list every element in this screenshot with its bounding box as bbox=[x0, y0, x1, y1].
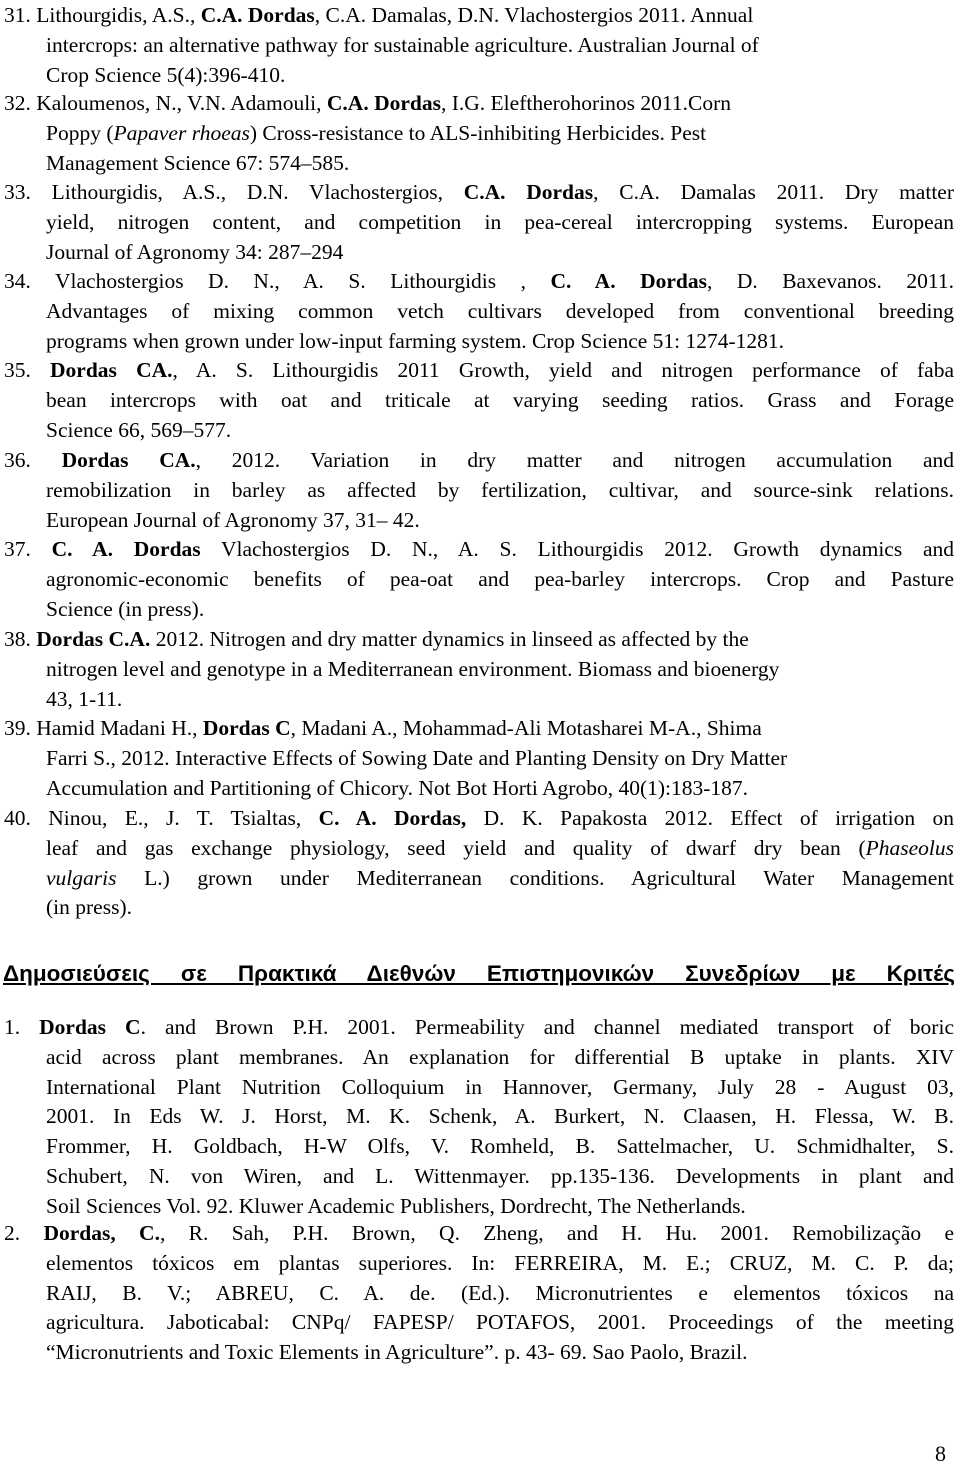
reference-line bbox=[4, 1162, 954, 1192]
reference-line bbox=[4, 89, 954, 119]
reference-line bbox=[4, 1308, 954, 1338]
reference-item bbox=[4, 535, 954, 624]
reference-text: RAIJ, B. V.; ABREU, C. A. de. (Ed.). Micronutrientes e elementos tóxicos na bbox=[46, 1280, 954, 1305]
reference-number: 38. bbox=[4, 627, 31, 651]
reference-text: C. A. Dordas bbox=[51, 537, 201, 561]
reference-text: D. K. Papakosta 2012. Effect of irrigation on bbox=[466, 806, 955, 830]
reference-text: C.A. Dordas bbox=[200, 3, 315, 27]
reference-line bbox=[4, 1043, 954, 1073]
reference-text: 2001. In Eds W. J. Horst, M. K. Schenk, A. Burkert, N. Claasen, H. Flessa, W. B. bbox=[46, 1104, 954, 1129]
reference-text: Papaver rhoeas bbox=[113, 120, 250, 145]
reference-text: , R. Sah, P.H. Brown, Q. Zheng, and H. Hu. 2001. Remobilização e bbox=[159, 1221, 954, 1245]
reference-line bbox=[4, 1338, 954, 1368]
reference-text: Science (in press). bbox=[46, 596, 205, 621]
reference-text: Schubert, N. von Wiren, and L. Wittenmayer. pp.135-136. Developments in plant and bbox=[46, 1163, 954, 1188]
reference-text: Dordas CA. bbox=[61, 448, 196, 472]
reference-item bbox=[4, 89, 954, 178]
reference-number: 1. bbox=[4, 1015, 21, 1039]
reference-line bbox=[4, 1102, 954, 1132]
reference-item bbox=[4, 1219, 954, 1368]
reference-text: programs when grown under low-input farming system. Crop Science 51: 1274-1281. bbox=[46, 328, 785, 353]
reference-text: Vlachostergios D. N., A. S. Lithourgidis 2012. Growth dynamics and bbox=[200, 537, 955, 561]
reference-text: Dordas CA. bbox=[50, 358, 173, 382]
reference-number: 31. bbox=[4, 3, 31, 27]
reference-text: bean intercrops with oat and triticale at varying seeding ratios. Grass and Forage bbox=[46, 387, 954, 412]
reference-text: International Plant Nutrition Colloquium in Hannover, Germany, July 28 - August 03, bbox=[46, 1074, 954, 1099]
reference-line bbox=[4, 565, 954, 595]
reference-text: C.A. Dordas bbox=[463, 180, 594, 204]
reference-line bbox=[4, 744, 954, 774]
reference-number: 33. bbox=[4, 180, 31, 204]
reference-text: acid across plant membranes. An explanation for differential B uptake in plants. XIV bbox=[46, 1044, 954, 1069]
reference-text: Crop Science 5(4):396-410. bbox=[46, 62, 286, 87]
reference-item bbox=[4, 356, 954, 445]
reference-line bbox=[4, 1192, 954, 1222]
reference-line bbox=[4, 31, 954, 61]
reference-line bbox=[4, 149, 954, 179]
reference-text: Poppy ( bbox=[46, 120, 114, 145]
reference-text: Lithourgidis, A.S., bbox=[36, 3, 201, 27]
reference-text: Lithourgidis, A.S., D.N. Vlachostergios, bbox=[51, 180, 464, 204]
reference-text: Hamid Madani H., bbox=[36, 716, 203, 740]
reference-line bbox=[4, 476, 954, 506]
reference-text: vulgaris bbox=[46, 865, 117, 890]
reference-line bbox=[4, 267, 954, 297]
reference-text: nitrogen level and genotype in a Mediterranean environment. Biomass and bioenergy bbox=[46, 656, 780, 681]
reference-item bbox=[4, 804, 954, 923]
reference-item bbox=[4, 1013, 954, 1222]
reference-item bbox=[4, 625, 954, 714]
reference-line bbox=[4, 356, 954, 386]
reference-line bbox=[4, 804, 954, 834]
reference-text: intercrops: an alternative pathway for sustainable agriculture. Australian Journal of bbox=[46, 32, 759, 57]
reference-line bbox=[4, 893, 954, 923]
reference-text: Dordas C bbox=[202, 716, 291, 740]
reference-text: Frommer, H. Goldbach, H-W Olfs, V. Romheld, B. Sattelmacher, U. Schmidhalter, S. bbox=[46, 1134, 954, 1159]
reference-text: , 2012. Variation in dry matter and nitrogen accumulation and bbox=[195, 448, 954, 472]
reference-text: Farri S., 2012. Interactive Effects of Sowing Date and Planting Density on Dry Matter bbox=[46, 745, 788, 770]
reference-number: 37. bbox=[4, 537, 31, 561]
reference-text: leaf and gas exchange physiology, seed yield and quality of dwarf dry bean ( bbox=[46, 835, 866, 860]
reference-line bbox=[4, 625, 954, 655]
reference-number: 35. bbox=[4, 358, 31, 382]
reference-text: 2012. Nitrogen and dry matter dynamics in linseed as affected by the bbox=[150, 627, 749, 651]
reference-text: C. A. Dordas bbox=[550, 269, 707, 293]
reference-line bbox=[4, 327, 954, 357]
reference-line bbox=[4, 416, 954, 446]
reference-line bbox=[4, 595, 954, 625]
reference-line bbox=[4, 1, 954, 31]
reference-text: Phaseolus bbox=[865, 835, 954, 860]
reference-item bbox=[4, 1, 954, 90]
reference-text: Management Science 67: 574–585. bbox=[46, 150, 350, 175]
reference-number: 34. bbox=[4, 269, 31, 293]
reference-line bbox=[4, 61, 954, 91]
reference-text: Kaloumenos, N., V.N. Adamouli, bbox=[36, 91, 327, 115]
reference-text: Advantages of mixing common vetch cultivars developed from conventional breeding bbox=[46, 298, 954, 323]
page-number: 8 bbox=[935, 1441, 946, 1466]
reference-line bbox=[4, 774, 954, 804]
reference-text: C. A. Dordas, bbox=[318, 806, 467, 830]
reference-text: Vlachostergios D. N., A. S. Lithourgidis , bbox=[54, 269, 551, 293]
reference-text: Science 66, 569–577. bbox=[46, 417, 232, 442]
reference-text: Ninou, E., J. T. Tsialtas, bbox=[48, 806, 319, 830]
reference-number: 2. bbox=[4, 1221, 21, 1245]
reference-number: 36. bbox=[4, 448, 31, 472]
reference-text: , I.G. Eleftherohorinos 2011.Corn bbox=[440, 91, 731, 115]
reference-text: Journal of Agronomy 34: 287–294 bbox=[46, 239, 344, 264]
reference-item bbox=[4, 446, 954, 535]
reference-number: 39. bbox=[4, 716, 31, 740]
reference-text: yield, nitrogen content, and competition in pea-cereal intercropping systems. European bbox=[46, 209, 954, 234]
section-heading: Δημοσιεύσεις σε Πρακτικά Διεθνών Επιστημονικών Συνεδρίων με Κριτές bbox=[3, 961, 955, 986]
reference-text: remobilization in barley as affected by fertilization, cultivar, and source-sink relations. bbox=[46, 477, 954, 502]
reference-text: elementos tóxicos em plantas superiores. In: FERREIRA, M. E.; CRUZ, M. C. P. da; bbox=[46, 1250, 954, 1275]
reference-number: 40. bbox=[4, 806, 31, 830]
reference-text: L.) grown under Mediterranean conditions. Agricultural Water Management bbox=[116, 865, 954, 890]
reference-text: ) Cross-resistance to ALS-inhibiting Herbicides. Pest bbox=[249, 120, 707, 145]
reference-text: “Micronutrients and Toxic Elements in Agriculture”. p. 43- 69. Sao Paolo, Brazil. bbox=[46, 1340, 748, 1365]
reference-line bbox=[4, 1219, 954, 1249]
reference-line bbox=[4, 685, 954, 715]
reference-line bbox=[4, 655, 954, 685]
reference-text: Soil Sciences Vol. 92. Kluwer Academic Publishers, Dordrecht, The Netherlands. bbox=[46, 1193, 746, 1218]
reference-text: , D. Baxevanos. 2011. bbox=[706, 269, 954, 293]
reference-text: , C.A. Damalas 2011. Dry matter bbox=[593, 180, 955, 204]
reference-text: agronomic-economic benefits of pea-oat and pea-barley intercrops. Crop and Pasture bbox=[46, 566, 954, 591]
reference-text: , Madani A., Mohammad-Ali Motasharei M-A., Shima bbox=[290, 716, 762, 740]
reference-line bbox=[4, 297, 954, 327]
reference-item bbox=[4, 178, 954, 267]
reference-text: Dordas C bbox=[39, 1015, 141, 1039]
reference-text: . and Brown P.H. 2001. Permeability and channel mediated transport of boric bbox=[140, 1015, 954, 1039]
reference-line bbox=[4, 238, 954, 268]
reference-line bbox=[4, 1279, 954, 1309]
reference-text: (in press). bbox=[46, 895, 132, 920]
reference-text: Dordas C.A. bbox=[36, 627, 151, 651]
reference-text: C.A. Dordas bbox=[326, 91, 441, 115]
reference-line bbox=[4, 535, 954, 565]
reference-line bbox=[4, 506, 954, 536]
reference-line bbox=[4, 1132, 954, 1162]
reference-line bbox=[4, 1013, 954, 1043]
reference-line bbox=[4, 714, 954, 744]
reference-line bbox=[4, 178, 954, 208]
reference-item bbox=[4, 714, 954, 803]
reference-line bbox=[4, 386, 954, 416]
reference-item bbox=[4, 267, 954, 356]
reference-line bbox=[4, 1249, 954, 1279]
reference-line bbox=[4, 1073, 954, 1103]
reference-text: Dordas, C. bbox=[43, 1221, 160, 1245]
reference-line bbox=[4, 119, 954, 149]
reference-line bbox=[4, 864, 954, 894]
reference-line bbox=[4, 446, 954, 476]
reference-text: 43, 1-11. bbox=[46, 686, 123, 711]
reference-text: Accumulation and Partitioning of Chicory. Not Bot Horti Agrobo, 40(1):183-187. bbox=[46, 775, 749, 800]
reference-line bbox=[4, 208, 954, 238]
reference-text: , C.A. Damalas, D.N. Vlachostergios 2011. Annual bbox=[314, 3, 754, 27]
reference-line bbox=[4, 834, 954, 864]
reference-text: European Journal of Agronomy 37, 31– 42. bbox=[46, 507, 420, 532]
reference-text: agricultura. Jaboticabal: CNPq/ FAPESP/ POTAFOS, 2001. Proceedings of the meeting bbox=[46, 1310, 954, 1335]
reference-text: , A. S. Lithourgidis 2011 Growth, yield and nitrogen performance of faba bbox=[172, 358, 955, 382]
reference-number: 32. bbox=[4, 91, 31, 115]
